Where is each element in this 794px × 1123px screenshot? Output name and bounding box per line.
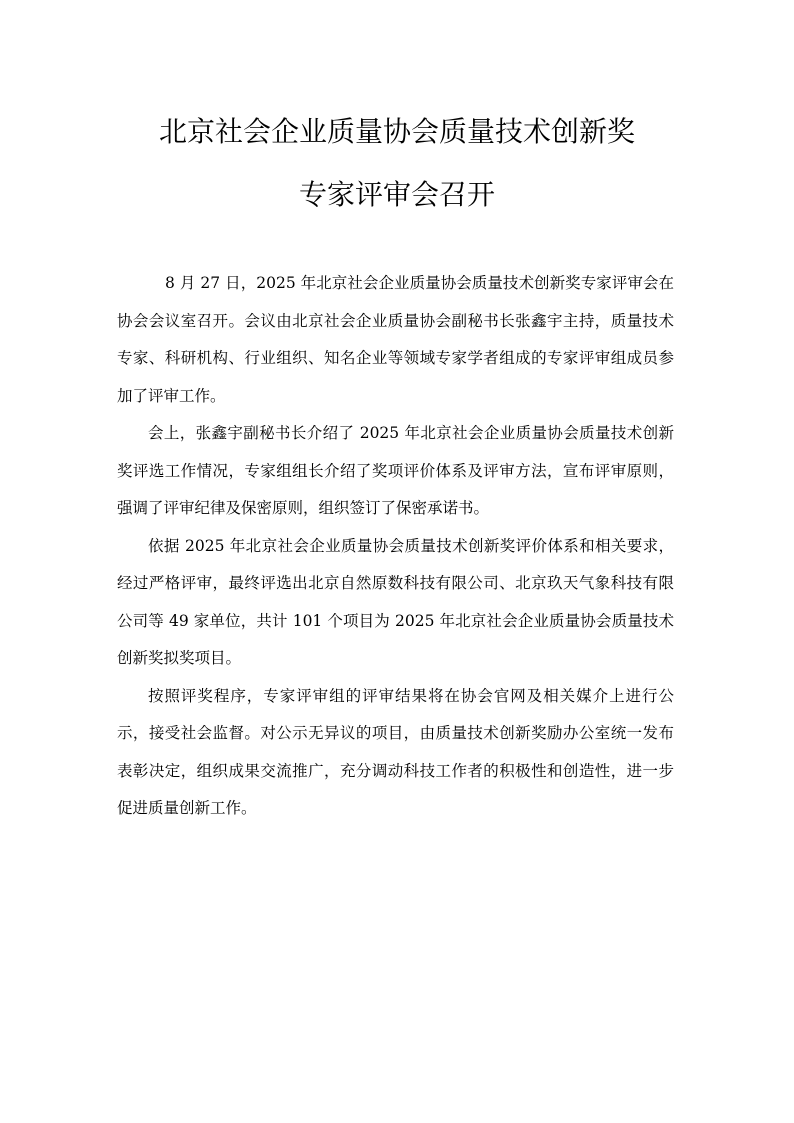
body-paragraph-4: 按照评奖程序，专家评审组的评审结果将在协会官网及相关媒介上进行公示，接受社会监督。对公示无异议的项目，由质量技术创新奖励办公室统一发布表彰决定，组织成果交流推广，充分调动科技工作者的积极性和创造性，进一步促进质量创新工作。 [117, 686, 674, 817]
body-paragraph-1: 8 月 27 日，2025 年北京社会企业质量协会质量技术创新奖专家评审会在协会会议室召开。会议由北京社会企业质量协会副秘书长张鑫宇主持，质量技术专家、科研机构、行业组织、知名企业等领域专家学者组成的专家评审组成员参加了评审工作。 [117, 274, 674, 405]
document-title-line-1: 北京社会企业质量协会质量技术创新奖 [158, 115, 635, 148]
document-title-line-2: 专家评审会召开 [298, 178, 495, 211]
document-body [117, 265, 674, 828]
body-paragraph-2: 会上，张鑫宇副秘书长介绍了 2025 年北京社会企业质量协会质量技术创新奖评选工作情况，专家组组长介绍了奖项评价体系及评审方法，宣布评审原则，强调了评审纪律及保密原则，组织签订了保密承诺书。 [117, 424, 674, 517]
body-paragraph-3: 依据 2025 年北京社会企业质量协会质量技术创新奖评价体系和相关要求，经过严格评审，最终评选出北京自然原数科技有限公司、北京玖天气象科技有限公司等 49 家单位，共计 101 个项目为 2025 年北京社会企业质量协会质量技术创新奖拟奖项目。 [117, 536, 674, 667]
